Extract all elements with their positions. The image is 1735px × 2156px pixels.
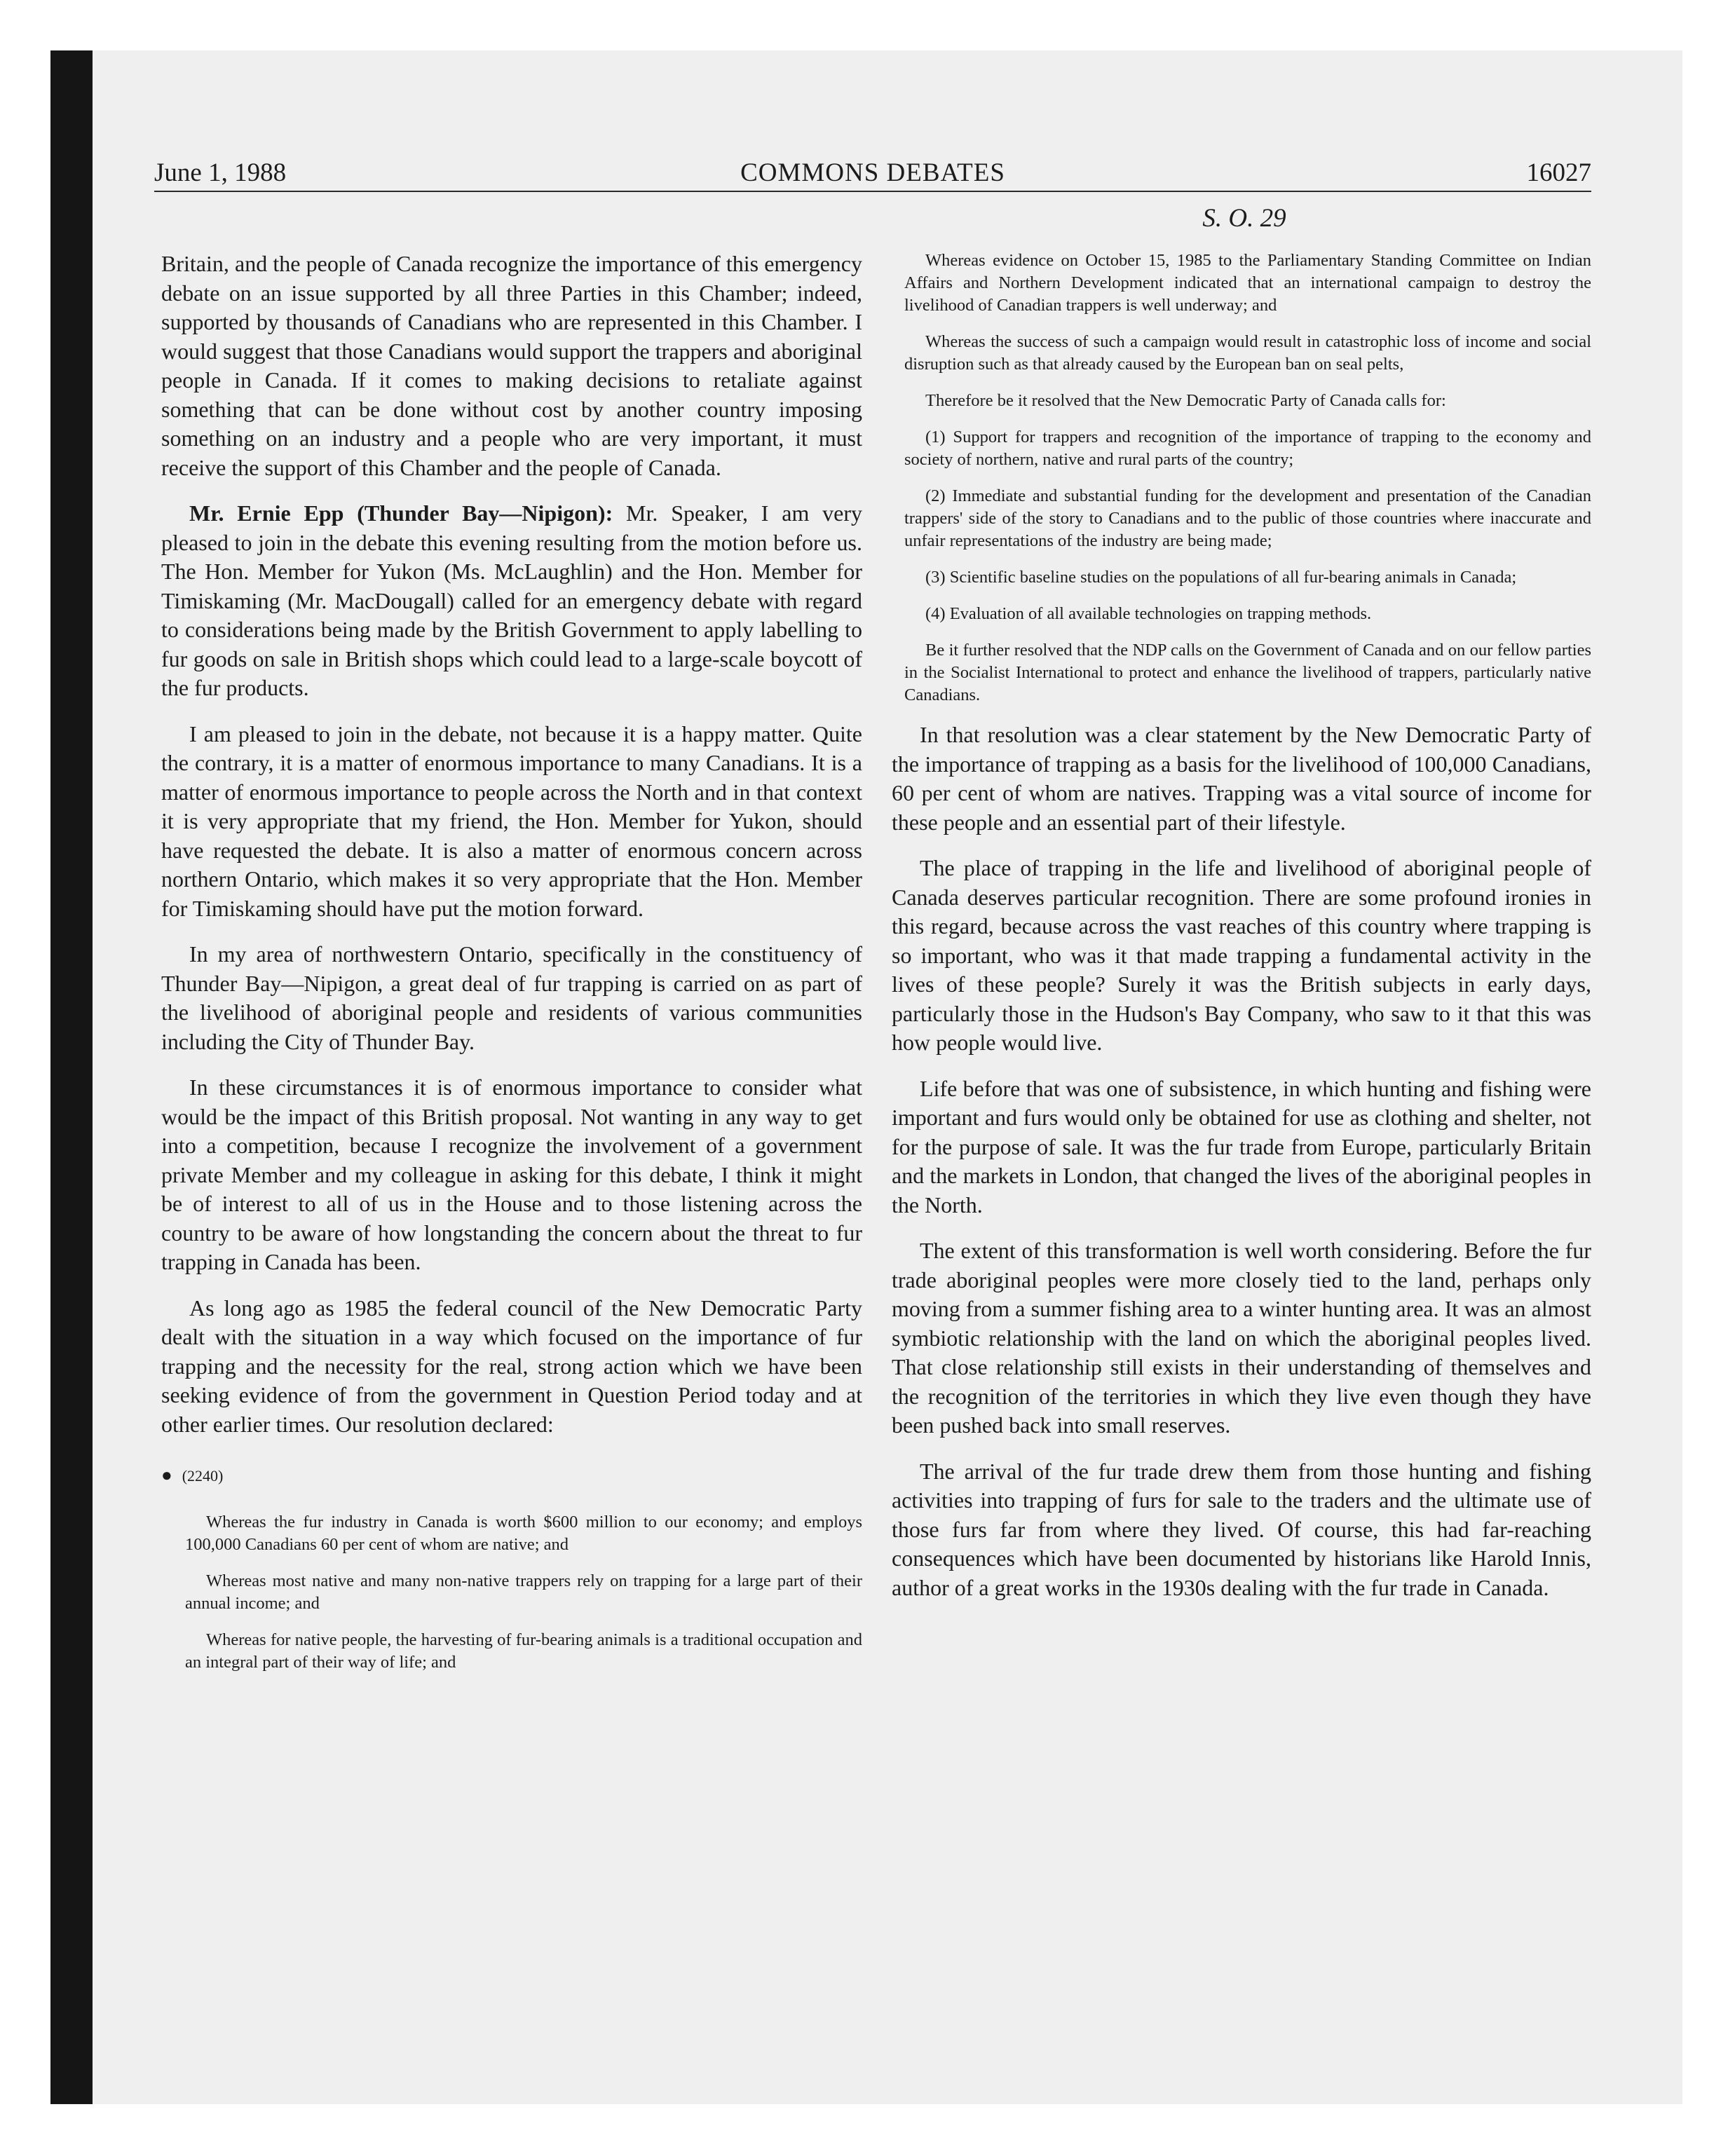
quote-paragraph: (1) Support for trappers and recognition of the importance of trapping to the economy and society of northern, native and rural parts of the country; [904,428,1591,469]
quote-paragraph: (3) Scientific baseline studies on the populations of all fur-bearing animals in Canada; [925,568,1517,587]
quote-paragraph: Be it further resolved that the NDP calls on the Government of Canada and on our fellow parties in the Socialist International to protect and enhance the livelihood of trappers, particularly native Canadians. [904,641,1591,704]
quote-paragraph: Whereas the success of such a campaign would result in catastrophic loss of income and social disruption such as that already caused by the European ban on seal pelts, [904,332,1591,374]
paragraph: As long ago as 1985 the federal council of the New Democratic Party dealt with the situation in a way which focused on the importance of fur trapping and the necessity for the real, strong action which we have been seeking evidence of from the government in Question Period today and at other earlier times. Our resolution declared: [161,1295,862,1437]
resolution-quote-continued [892,250,1591,707]
paragraph: Britain, and the people of Canada recognize the importance of this emergency debate on an issue supported by all three Parties in this Chamber; indeed, supported by thousands of Canadians who are represented in this Chamber. I would suggest that those Canadians would support the trappers and aboriginal people in Canada. If it comes to making decisions to retaliate against something that can be done without cost by another country imposing something on an industry and a people who are very important, it must receive the support of this Chamber and the people of Canada. [161,251,862,480]
left-column [161,250,862,1688]
paragraph: In my area of northwestern Ontario, specifically in the constituency of Thunder Bay—Nipigon, a great deal of fur trapping is carried on as part of the livelihood of aboriginal people and residents of various communities including the City of Thunder Bay. [161,941,862,1054]
speech-paragraph [161,499,862,703]
quote-paragraph: Whereas evidence on October 15, 1985 to the Parliamentary Standing Committee on Indian Affairs and Northern Development indicated that an international campaign to destroy the livelihood of Canadian trappers is well underway; and [904,251,1591,315]
paragraph: Life before that was one of subsistence, in which hunting and fishing were important and furs would only be obtained for use as clothing and shelter, not for the purpose of sale. It was the fur trade from Europe, particularly Britain and the markets in London, that changed the lives of the aboriginal peoples in the North. [892,1075,1591,1217]
quote-paragraph: Therefore be it resolved that the New Democratic Party of Canada calls for: [925,391,1446,410]
bullet-icon: ● [161,1465,172,1485]
paragraph: The place of trapping in the life and livelihood of aboriginal people of Canada deserves particular recognition. There are some profound ironies in this regard, because across the vast reaches of this country where trapping is so important, who was it that made trapping a fundamental activity in the lives of these people? Surely it was the British subjects in early days, particularly those in the Hudson's Bay Company, who saw to it that this was how people would live. [892,855,1591,1055]
time-stamp [161,1464,862,1487]
standing-order-label: S. O. 29 [1202,204,1286,233]
quote-paragraph: Whereas most native and many non-native trappers rely on trapping for a large part of their annual income; and [185,1571,862,1613]
quote-paragraph: Whereas the fur industry in Canada is worth $600 million to our economy; and employs 100,000 Canadians 60 per cent of whom are native; and [185,1513,862,1554]
scan-edge-shadow [50,50,93,2104]
quote-paragraph: (4) Evaluation of all available technologies on trapping methods. [925,604,1372,623]
resolution-quote [161,1511,862,1674]
header-title: COMMONS DEBATES [740,158,1005,187]
right-column [892,250,1591,1619]
paragraph: I am pleased to join in the debate, not because it is a happy matter. Quite the contrary, it is a matter of enormous importance to many Canadians. It is a matter of enormous importance to people across the North and in that context it is very appropriate that my friend, the Hon. Member for Yukon, should have requested the debate. It is also a matter of enormous concern across northern Ontario, which makes it so very appropriate that the Hon. Member for Timiskaming should have put the motion forward. [161,721,862,921]
paragraph: In that resolution was a clear statement by the New Democratic Party of the importance of trapping as a basis for the livelihood of 100,000 Canadians, 60 per cent of whom are natives. Trapping was a vital source of income for these people and an essential part of their lifestyle. [892,722,1591,835]
header-date: June 1, 1988 [154,158,287,187]
speaker-name: Mr. Ernie Epp (Thunder Bay—Nipigon): [189,500,613,526]
time-stamp-text: (2240) [182,1467,224,1485]
quote-paragraph: Whereas for native people, the harvesting of fur-bearing animals is a traditional occupation and an integral part of their way of life; and [185,1630,862,1672]
header-page-number: 16027 [1526,158,1591,187]
quote-paragraph: (2) Immediate and substantial funding for the development and presentation of the Canadian trappers' side of the story to Canadians and to the public of those countries where inaccurate and unfair representations of the industry are being made; [904,486,1591,550]
speech-text: Mr. Speaker, I am very pleased to join in the debate this evening resulting from the motion before us. The Hon. Member for Yukon (Ms. McLaughlin) and the Hon. Member for Timiskaming (Mr. MacDougall) called for an emergency debate with regard to considerations being made by the British Government to apply labelling to fur goods on sale in British shops which could lead to a large-scale boycott of the fur products. [161,500,863,700]
paragraph: In these circumstances it is of enormous importance to consider what would be the impact of this British proposal. Not wanting in any way to get into a competition, because I recognize the involvement of a government private Member and my colleague in asking for this debate, I think it might be of interest to all of us in the House and to those listening across the country to be aware of how longstanding the concern about the threat to fur trapping in Canada has been. [161,1074,862,1274]
paragraph: The arrival of the fur trade drew them from those hunting and fishing activities into trapping of furs for sale to the traders and the ultimate use of those furs far from where they lived. Of course, this had far-reaching consequences which have been documented by historians like Harold Innis, author of a great works in the 1930s dealing with the fur trade in Canada. [892,1458,1591,1600]
paragraph: The extent of this transformation is well worth considering. Before the fur trade aboriginal peoples were more closely tied to the land, perhaps only moving from a summer fishing area to a winter hunting area. It was an almost symbiotic relationship with the land on which the aboriginal peoples lived. That close relationship still exists in their understanding of themselves and the recognition of the territories in which they live even though they have been pushed back into small reserves. [892,1238,1591,1438]
header-rule [154,191,1591,192]
